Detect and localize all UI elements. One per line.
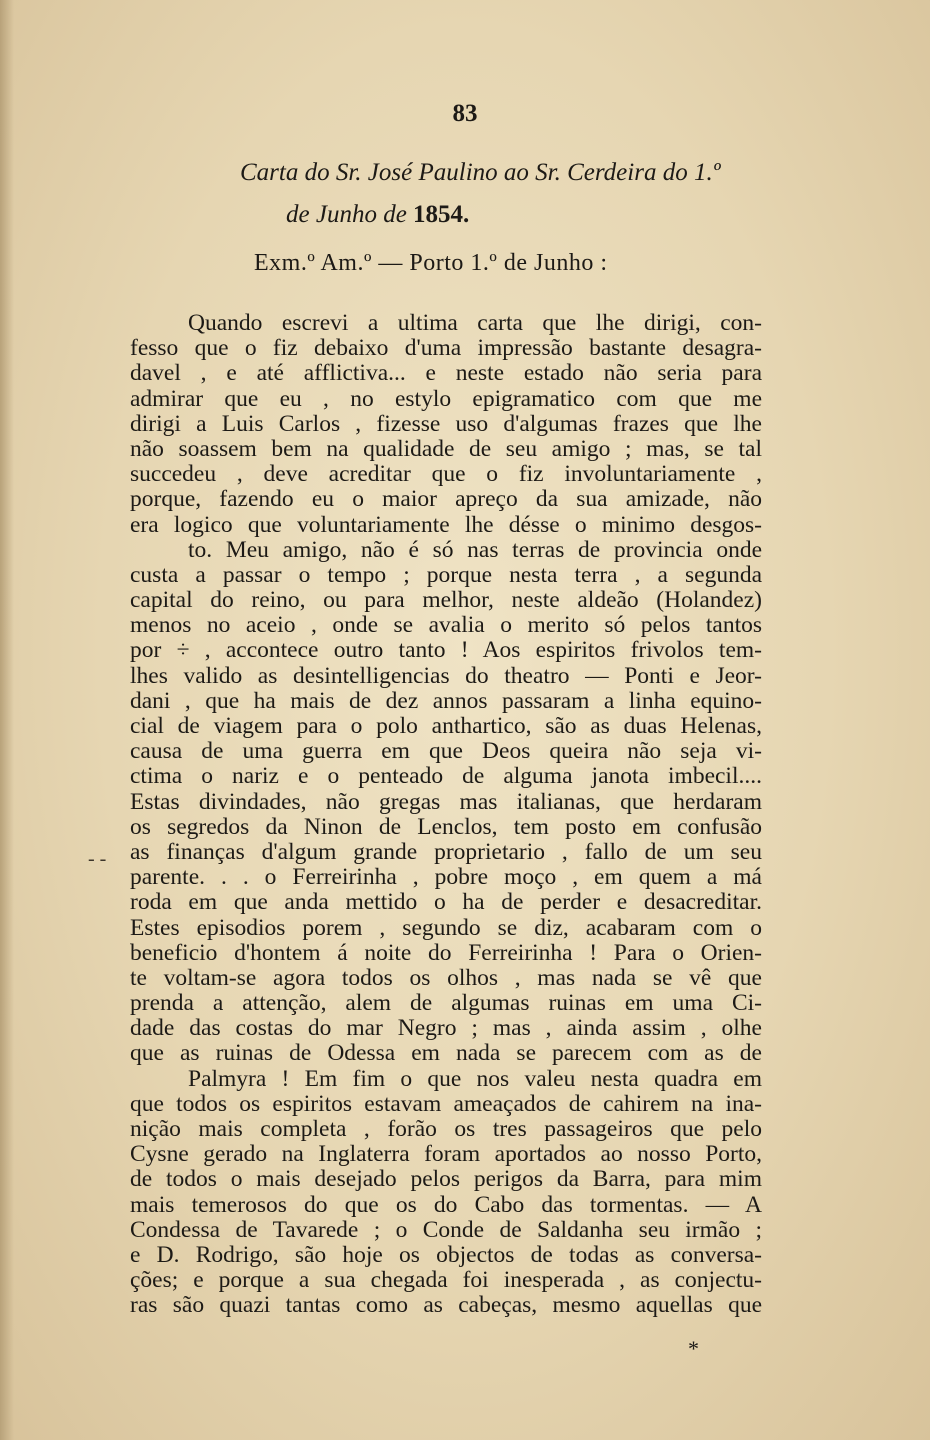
text-line: lhes valido as desintelligencias do theatro — Ponti e Jeor- (130, 663, 762, 689)
text-line: beneficio d'hontem á noite do Ferreirinha ! Para o Orien- (130, 940, 762, 966)
text-line: de todos o mais desejado pelos perigos da Barra, para mim (130, 1167, 762, 1193)
text-line: prenda a attenção, alem de algumas ruinas em uma Ci- (130, 991, 762, 1017)
letter-heading (240, 152, 800, 236)
text-line: ções; e porque a sua chegada foi inesperada , as conjectu- (130, 1268, 762, 1294)
heading-year: 1854. (413, 201, 470, 228)
text-line: Palmyra ! Em fim o que nos valeu nesta quadra em (188, 1066, 762, 1092)
text-line: dirigi a Luis Carlos , fizesse uso d'algumas frazes que lhe (130, 411, 762, 437)
text-line: ras são quazi tantas como as cabeças, mesmo aquellas que (130, 1293, 762, 1319)
text-line: ctima o nariz e o penteado de alguma janota imbecil.... (130, 764, 762, 790)
text-line: os segredos da Ninon de Lenclos, tem posto em confusão (130, 814, 762, 840)
text-line: nição mais completa , forão os tres passageiros que pelo (130, 1117, 762, 1142)
page-number: 83 (452, 100, 478, 127)
text-line: capital do reino, ou para melhor, neste aldeão (Holandez) (130, 588, 762, 614)
text-line: te voltam-se agora todos os olhos , mas nada se vê que (130, 965, 762, 991)
text-line: to. Meu amigo, não é só nas terras de provincia onde (188, 537, 762, 563)
letter-body (130, 311, 762, 1319)
text-line: succedeu , deve acreditar que o fiz involuntariamente , (130, 462, 762, 488)
text-line: Estes episodios porem , segundo se diz, acabaram com o (130, 915, 762, 941)
heading-line-1: Carta do Sr. José Paulino ao Sr. Cerdeira do 1.º (240, 159, 721, 186)
text-line: as finanças d'algum grande proprietario , fallo de um seu (130, 839, 762, 865)
text-line: menos no aceio , onde se avalia o merito só pelos tantos (130, 613, 762, 639)
text-line: parente. . . o Ferreirinha , pobre moço , em quem a má (130, 865, 762, 891)
text-line: dade das costas do mar Negro ; mas , ainda assim , olhe (130, 1016, 762, 1042)
text-line: cial de viagem para o polo anthartico, são as duas Helenas, (130, 714, 762, 739)
heading-date-text: de Junho de (286, 201, 414, 228)
heading-line-2 (240, 194, 800, 236)
text-line: Condessa de Tavarede ; o Conde de Saldanha seu irmão ; (130, 1217, 762, 1243)
margin-mark: - - (88, 848, 107, 870)
text-line: porque, fazendo eu o maior apreço da sua amizade, não (130, 487, 762, 513)
salutation: Exm.º Am.º — Porto 1.º de Junho : (254, 250, 608, 276)
text-line: custa a passar o tempo ; porque nesta terra , a segunda (130, 562, 762, 588)
text-line: admirar que eu , no estylo epigramatico com que me (130, 386, 762, 412)
text-line: que todos os espiritos estavam ameaçados de cahirem na ina- (130, 1091, 762, 1117)
signature-mark: * (688, 1336, 699, 1361)
text-line: causa de uma guerra em que Deos queira não seja vi- (130, 739, 762, 765)
text-line: por ÷ , accontece outro tanto ! Aos espiritos frivolos tem- (130, 638, 762, 664)
text-line: mais temerosos do que os do Cabo das tormentas. — A (130, 1192, 762, 1218)
page-binding-shadow (0, 0, 14, 1440)
text-line: Cysne gerado na Inglaterra foram aportados ao nosso Porto, (130, 1142, 762, 1168)
text-line: e D. Rodrigo, são hoje os objectos de todas as conversa- (130, 1242, 762, 1268)
text-line: davel , e até afflictiva... e neste estado não seria para (130, 361, 762, 387)
text-line: não soassem bem na qualidade de seu amigo ; mas, se tal (130, 436, 762, 462)
text-line: que as ruinas de Odessa em nada se parecem com as de (130, 1041, 762, 1067)
text-line: dani , que ha mais de dez annos passaram a linha equino- (130, 688, 762, 714)
text-line: fesso que o fiz debaixo d'uma impressão bastante desagra- (130, 336, 762, 362)
text-line: Quando escrevi a ultima carta que lhe dirigi, con- (188, 311, 762, 336)
text-line: roda em que anda mettido o ha de perder e desacreditar. (130, 890, 762, 916)
text-line: era logico que voluntariamente lhe désse o minimo desgos- (130, 512, 762, 538)
text-line: Estas divindades, não gregas mas italianas, que herdaram (130, 789, 762, 815)
